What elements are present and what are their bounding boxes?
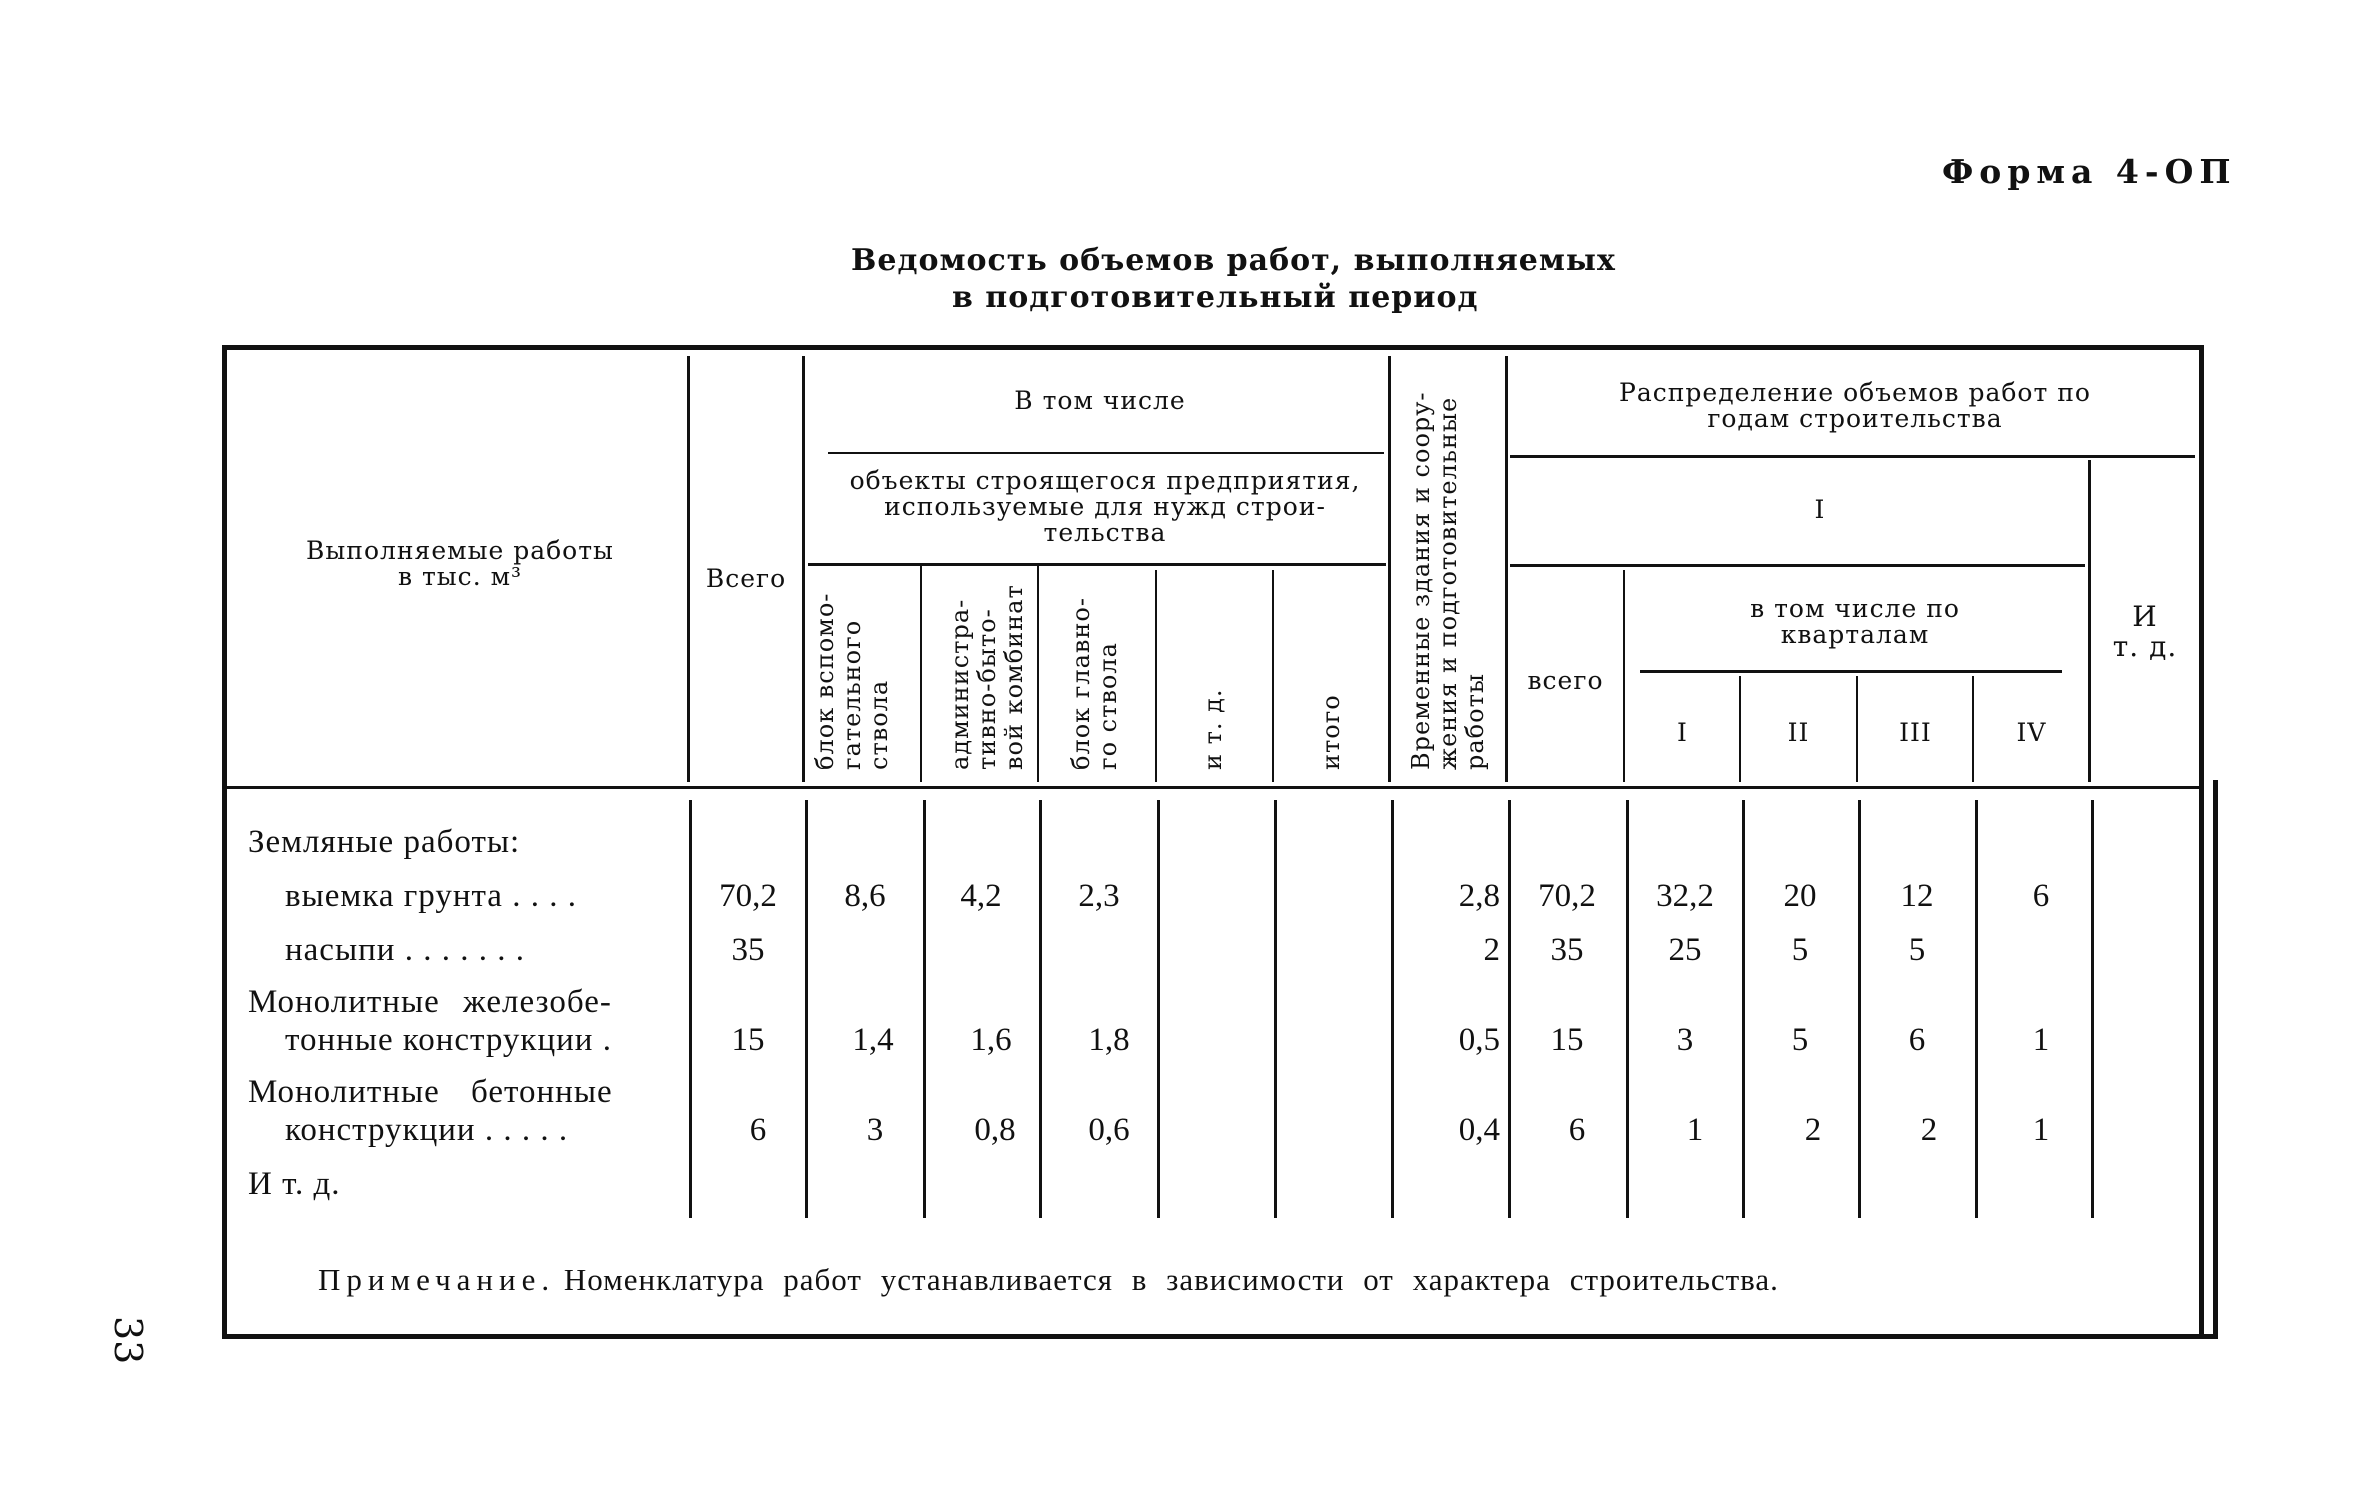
col-header-admin-line1: администра- <box>946 598 974 770</box>
col-header-main-shaft <box>1068 597 1122 770</box>
hdr-line-sub4 <box>1272 570 1274 782</box>
table-cell: 2 <box>1804 1112 1822 1148</box>
table-cell: 6 <box>2032 878 2050 914</box>
col-header-temp-buildings <box>1408 392 1489 771</box>
hdr-line-sub2 <box>1037 566 1039 782</box>
body-line-sub3 <box>1157 800 1160 1218</box>
table-cell: 6 <box>1908 1022 1926 1058</box>
body-line-sub2 <box>1039 800 1042 1218</box>
col-header-aux-shaft-line3: ствола <box>865 679 893 770</box>
hdr-rule-including <box>828 452 1384 454</box>
table-cell: 35 <box>731 932 765 968</box>
body-line-works <box>689 800 692 1218</box>
table-cell: 0,5 <box>1458 1022 1500 1058</box>
table-bottom-border <box>224 1334 2218 1339</box>
table-cell: 1,4 <box>852 1022 894 1058</box>
row-label-reinforced-line2: тонные конструкции . <box>285 1022 612 1058</box>
note <box>318 1262 1779 1298</box>
hdr-line-total <box>802 356 805 782</box>
hdr-rule-objects <box>808 563 1386 566</box>
table-cell: 20 <box>1783 878 1817 914</box>
col-header-distribution-line1: Распределение объемов работ по <box>1619 378 2091 407</box>
row-label-earthworks: Земляные работы: <box>248 824 521 860</box>
col-header-year-all: всего <box>1527 666 1604 695</box>
table-cell: 4,2 <box>960 878 1002 914</box>
row-label-concrete-line2: конструкции . . . . . <box>285 1112 569 1148</box>
row-label-concrete-line1: Монолитные бетонные <box>248 1074 613 1110</box>
table-cell: 6 <box>749 1112 767 1148</box>
body-line-etc <box>2091 800 2094 1218</box>
col-header-sub-etc: и т. д. <box>1199 688 1227 770</box>
table-cell: 8,6 <box>844 878 886 914</box>
body-line-sub4 <box>1274 800 1277 1218</box>
table-cell: 6 <box>1568 1112 1586 1148</box>
table-cell: 0,8 <box>974 1112 1016 1148</box>
header-bottom-rule <box>226 786 2201 789</box>
col-header-works <box>240 538 680 590</box>
table-cell: 5 <box>1791 932 1809 968</box>
col-header-quarters <box>1625 596 2085 648</box>
col-header-works-line1: Выполняемые работы <box>306 536 614 565</box>
col-header-objects-line3: тельства <box>1043 518 1167 547</box>
col-header-works-line2: в тыс. м³ <box>397 562 523 591</box>
col-header-objects <box>830 468 1380 546</box>
form-label: Форма 4-ОП <box>1942 152 2237 191</box>
col-header-q1: I <box>1677 718 1688 747</box>
row-label-excavation: выемка грунта . . . . <box>285 878 577 914</box>
table-cell: 2 <box>1920 1112 1938 1148</box>
body-line-q3 <box>1975 800 1978 1218</box>
col-header-distribution-line2: годам строительства <box>1707 404 2003 433</box>
hdr-line-temp-right <box>1505 356 1508 782</box>
table-cell: 32,2 <box>1656 878 1714 914</box>
page-title-line1: Ведомость объемов работ, выполняемых <box>851 243 1616 278</box>
table-cell: 70,2 <box>719 878 777 914</box>
table-cell: 1 <box>2032 1112 2050 1148</box>
col-header-q4: IV <box>2016 718 2047 747</box>
col-header-etc-line1: И <box>2132 600 2158 633</box>
col-header-temp-line2: жения и подготовительные <box>1434 396 1462 770</box>
page-title-line2: в подготовительный период <box>952 280 1479 315</box>
col-header-quarters-line1: в том числе по <box>1750 594 1960 623</box>
hdr-rule-quarters <box>1640 670 2062 673</box>
table-cell: 0,6 <box>1088 1112 1130 1148</box>
col-header-temp-line3: работы <box>1461 673 1489 770</box>
table-cell: 70,2 <box>1538 878 1596 914</box>
col-header-distribution <box>1510 380 2200 432</box>
col-header-main-shaft-line2: го ствола <box>1094 642 1122 770</box>
body-line-temp-right <box>1508 800 1511 1218</box>
table-cell: 5 <box>1908 932 1926 968</box>
hdr-rule-distribution <box>1510 455 2195 458</box>
hdr-line-temp-left <box>1388 356 1391 782</box>
col-header-admin-line2: тивно-быто- <box>973 608 1001 770</box>
table-cell: 15 <box>1550 1022 1584 1058</box>
col-header-admin-line3: вой комбинат <box>1000 584 1028 770</box>
table-cell: 2,8 <box>1458 878 1500 914</box>
table-cell: 1,6 <box>970 1022 1012 1058</box>
table-top-border <box>222 345 2204 350</box>
note-text: Номенклатура работ устанавливается в зависимости от характера строительства. <box>563 1262 1779 1297</box>
note-lead: Примечание. <box>318 1262 556 1297</box>
table-cell: 3 <box>1676 1022 1694 1058</box>
table-cell: 0,4 <box>1458 1112 1500 1148</box>
table-cell: 1 <box>1686 1112 1704 1148</box>
table-cell: 25 <box>1668 932 1702 968</box>
col-header-including: В том числе <box>1014 386 1186 415</box>
col-header-year-1: I <box>1814 495 1826 524</box>
table-cell: 2 <box>1483 932 1500 968</box>
table-left-border <box>222 345 227 1339</box>
col-header-objects-line2: используемые для нужд строи- <box>884 492 1326 521</box>
table-cell: 1 <box>2032 1022 2050 1058</box>
col-header-total: Всего <box>705 564 787 593</box>
col-header-temp-line1: Временные здания и соору- <box>1407 391 1435 770</box>
table-cell: 5 <box>1791 1022 1809 1058</box>
body-line-sub1 <box>923 800 926 1218</box>
hdr-line-sub3 <box>1155 570 1157 782</box>
table-right-border <box>2199 345 2204 1339</box>
col-header-objects-line1: объекты строящегося предприятия, <box>849 466 1361 495</box>
table-cell: 35 <box>1550 932 1584 968</box>
table-cell: 1,8 <box>1088 1022 1130 1058</box>
col-header-aux-shaft-line2: гательного <box>838 619 866 770</box>
col-header-admin <box>947 584 1028 770</box>
table-cell: 3 <box>866 1112 884 1148</box>
body-line-temp-left <box>1391 800 1394 1218</box>
page-number: 33 <box>106 1316 150 1365</box>
body-line-year-all <box>1626 800 1629 1218</box>
body-line-q1 <box>1742 800 1745 1218</box>
hdr-rule-year <box>1510 564 2085 567</box>
hdr-line-sub1 <box>920 566 922 782</box>
table-cell: 2,3 <box>1078 878 1120 914</box>
row-label-reinforced-line1: Монолитные железобе- <box>248 984 612 1020</box>
row-label-etc: И т. д. <box>248 1166 341 1202</box>
col-header-q2: II <box>1787 718 1810 747</box>
col-header-etc <box>2090 602 2200 662</box>
col-header-q3: III <box>1899 718 1932 747</box>
table-cell: 15 <box>731 1022 765 1058</box>
table-cell: 12 <box>1900 878 1934 914</box>
col-header-quarters-line2: кварталам <box>1780 620 1930 649</box>
row-label-embankment: насыпи . . . . . . . <box>285 932 525 968</box>
col-header-aux-shaft <box>812 593 893 770</box>
col-header-etc-line2: т. д. <box>2112 630 2178 663</box>
body-line-total <box>805 800 808 1218</box>
col-header-aux-shaft-line1: блок вспомо- <box>811 592 839 770</box>
table-right-border-lower <box>2213 780 2218 1339</box>
col-header-main-shaft-line1: блок главно- <box>1067 597 1095 770</box>
col-header-sub-total: итого <box>1317 694 1345 770</box>
body-line-q2 <box>1858 800 1861 1218</box>
